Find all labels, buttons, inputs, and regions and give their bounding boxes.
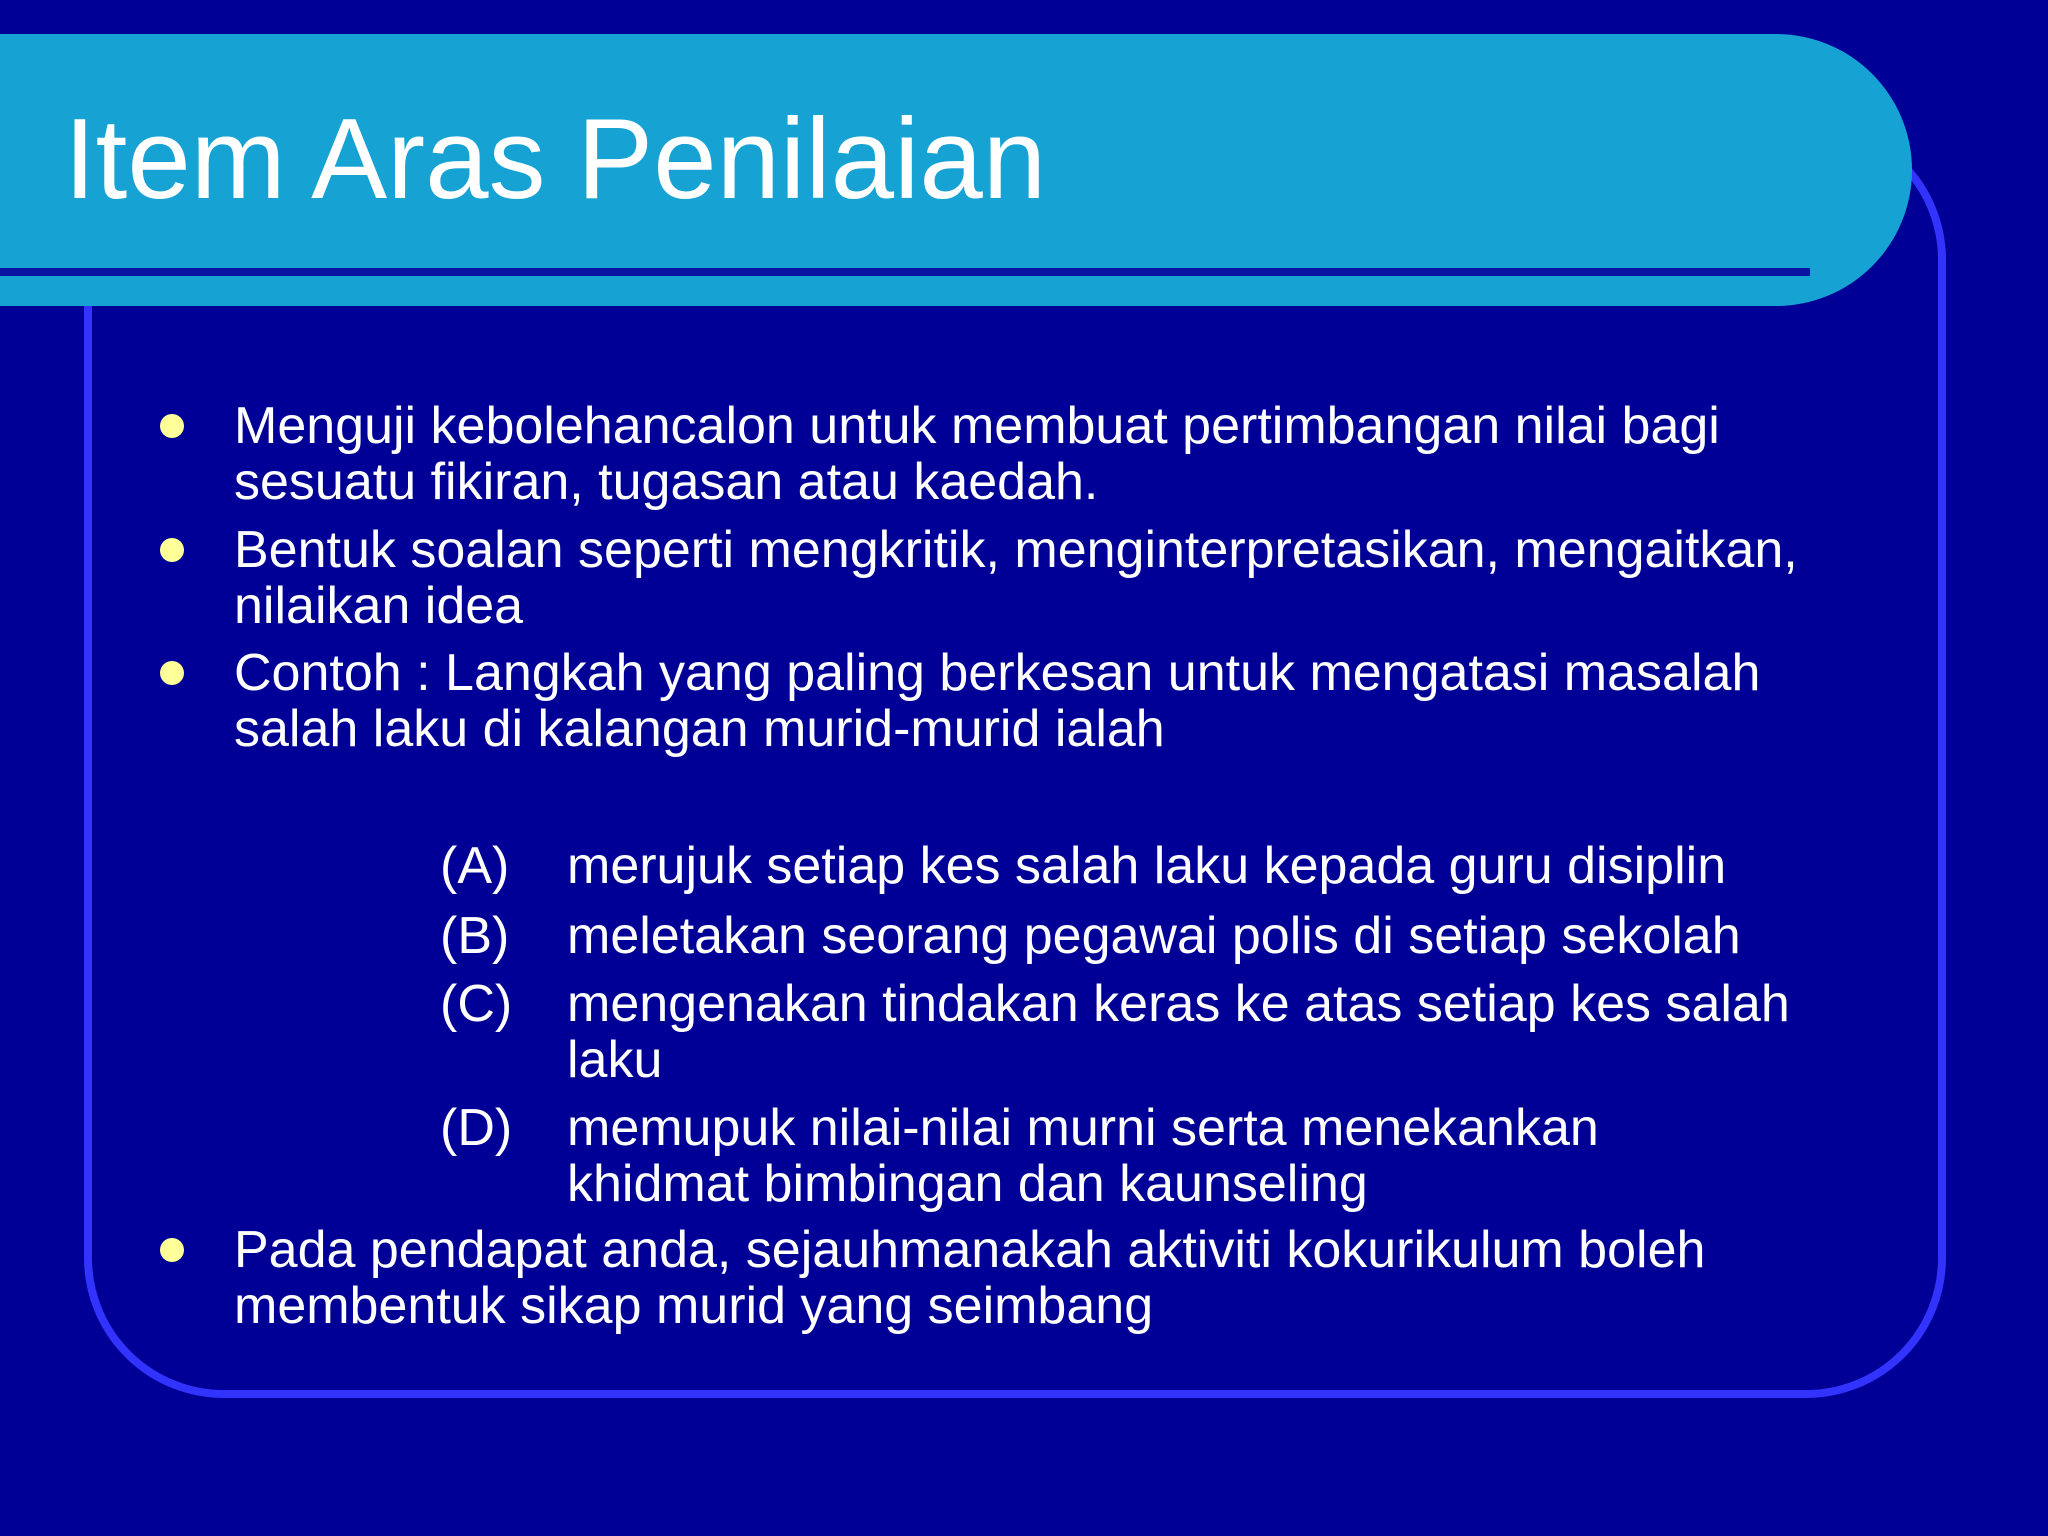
bullet-dot-icon <box>160 414 184 438</box>
option-text: merujuk setiap kes salah laku kepada guru disiplin <box>567 837 1727 895</box>
option-text: memupuk nilai-nilai murni serta menekankan khidmat bimbingan dan kaunseling <box>567 1099 1599 1213</box>
option-text: mengenakan tindakan keras ke atas setiap kes salah laku <box>567 975 1790 1089</box>
slide-title: Item Aras Penilaian <box>64 96 1047 223</box>
bullet-text: Contoh : Langkah yang paling berkesan untuk mengatasi masalah salah laku di kalangan murid-murid ialah <box>234 644 1761 758</box>
option-letter: (C) <box>440 975 513 1033</box>
bullet-dot-icon <box>160 538 184 562</box>
bullet-text: Pada pendapat anda, sejauhmanakah aktiviti kokurikulum boleh membentuk sikap murid yang seimbang <box>234 1221 1706 1335</box>
bullet-text: Menguji kebolehancalon untuk membuat pertimbangan nilai bagi sesuatu fikiran, tugasan atau kaedah. <box>234 397 1720 511</box>
option-letter: (A) <box>440 837 510 895</box>
bullet-text: Bentuk soalan seperti mengkritik, menginterpretasikan, mengaitkan, nilaikan idea <box>234 521 1798 635</box>
option-letter: (B) <box>440 907 510 965</box>
option-letter: (D) <box>440 1099 513 1157</box>
bullet-dot-icon <box>160 661 184 685</box>
bullet-dot-icon <box>160 1238 184 1262</box>
option-text: meletakan seorang pegawai polis di setiap sekolah <box>567 907 1741 965</box>
